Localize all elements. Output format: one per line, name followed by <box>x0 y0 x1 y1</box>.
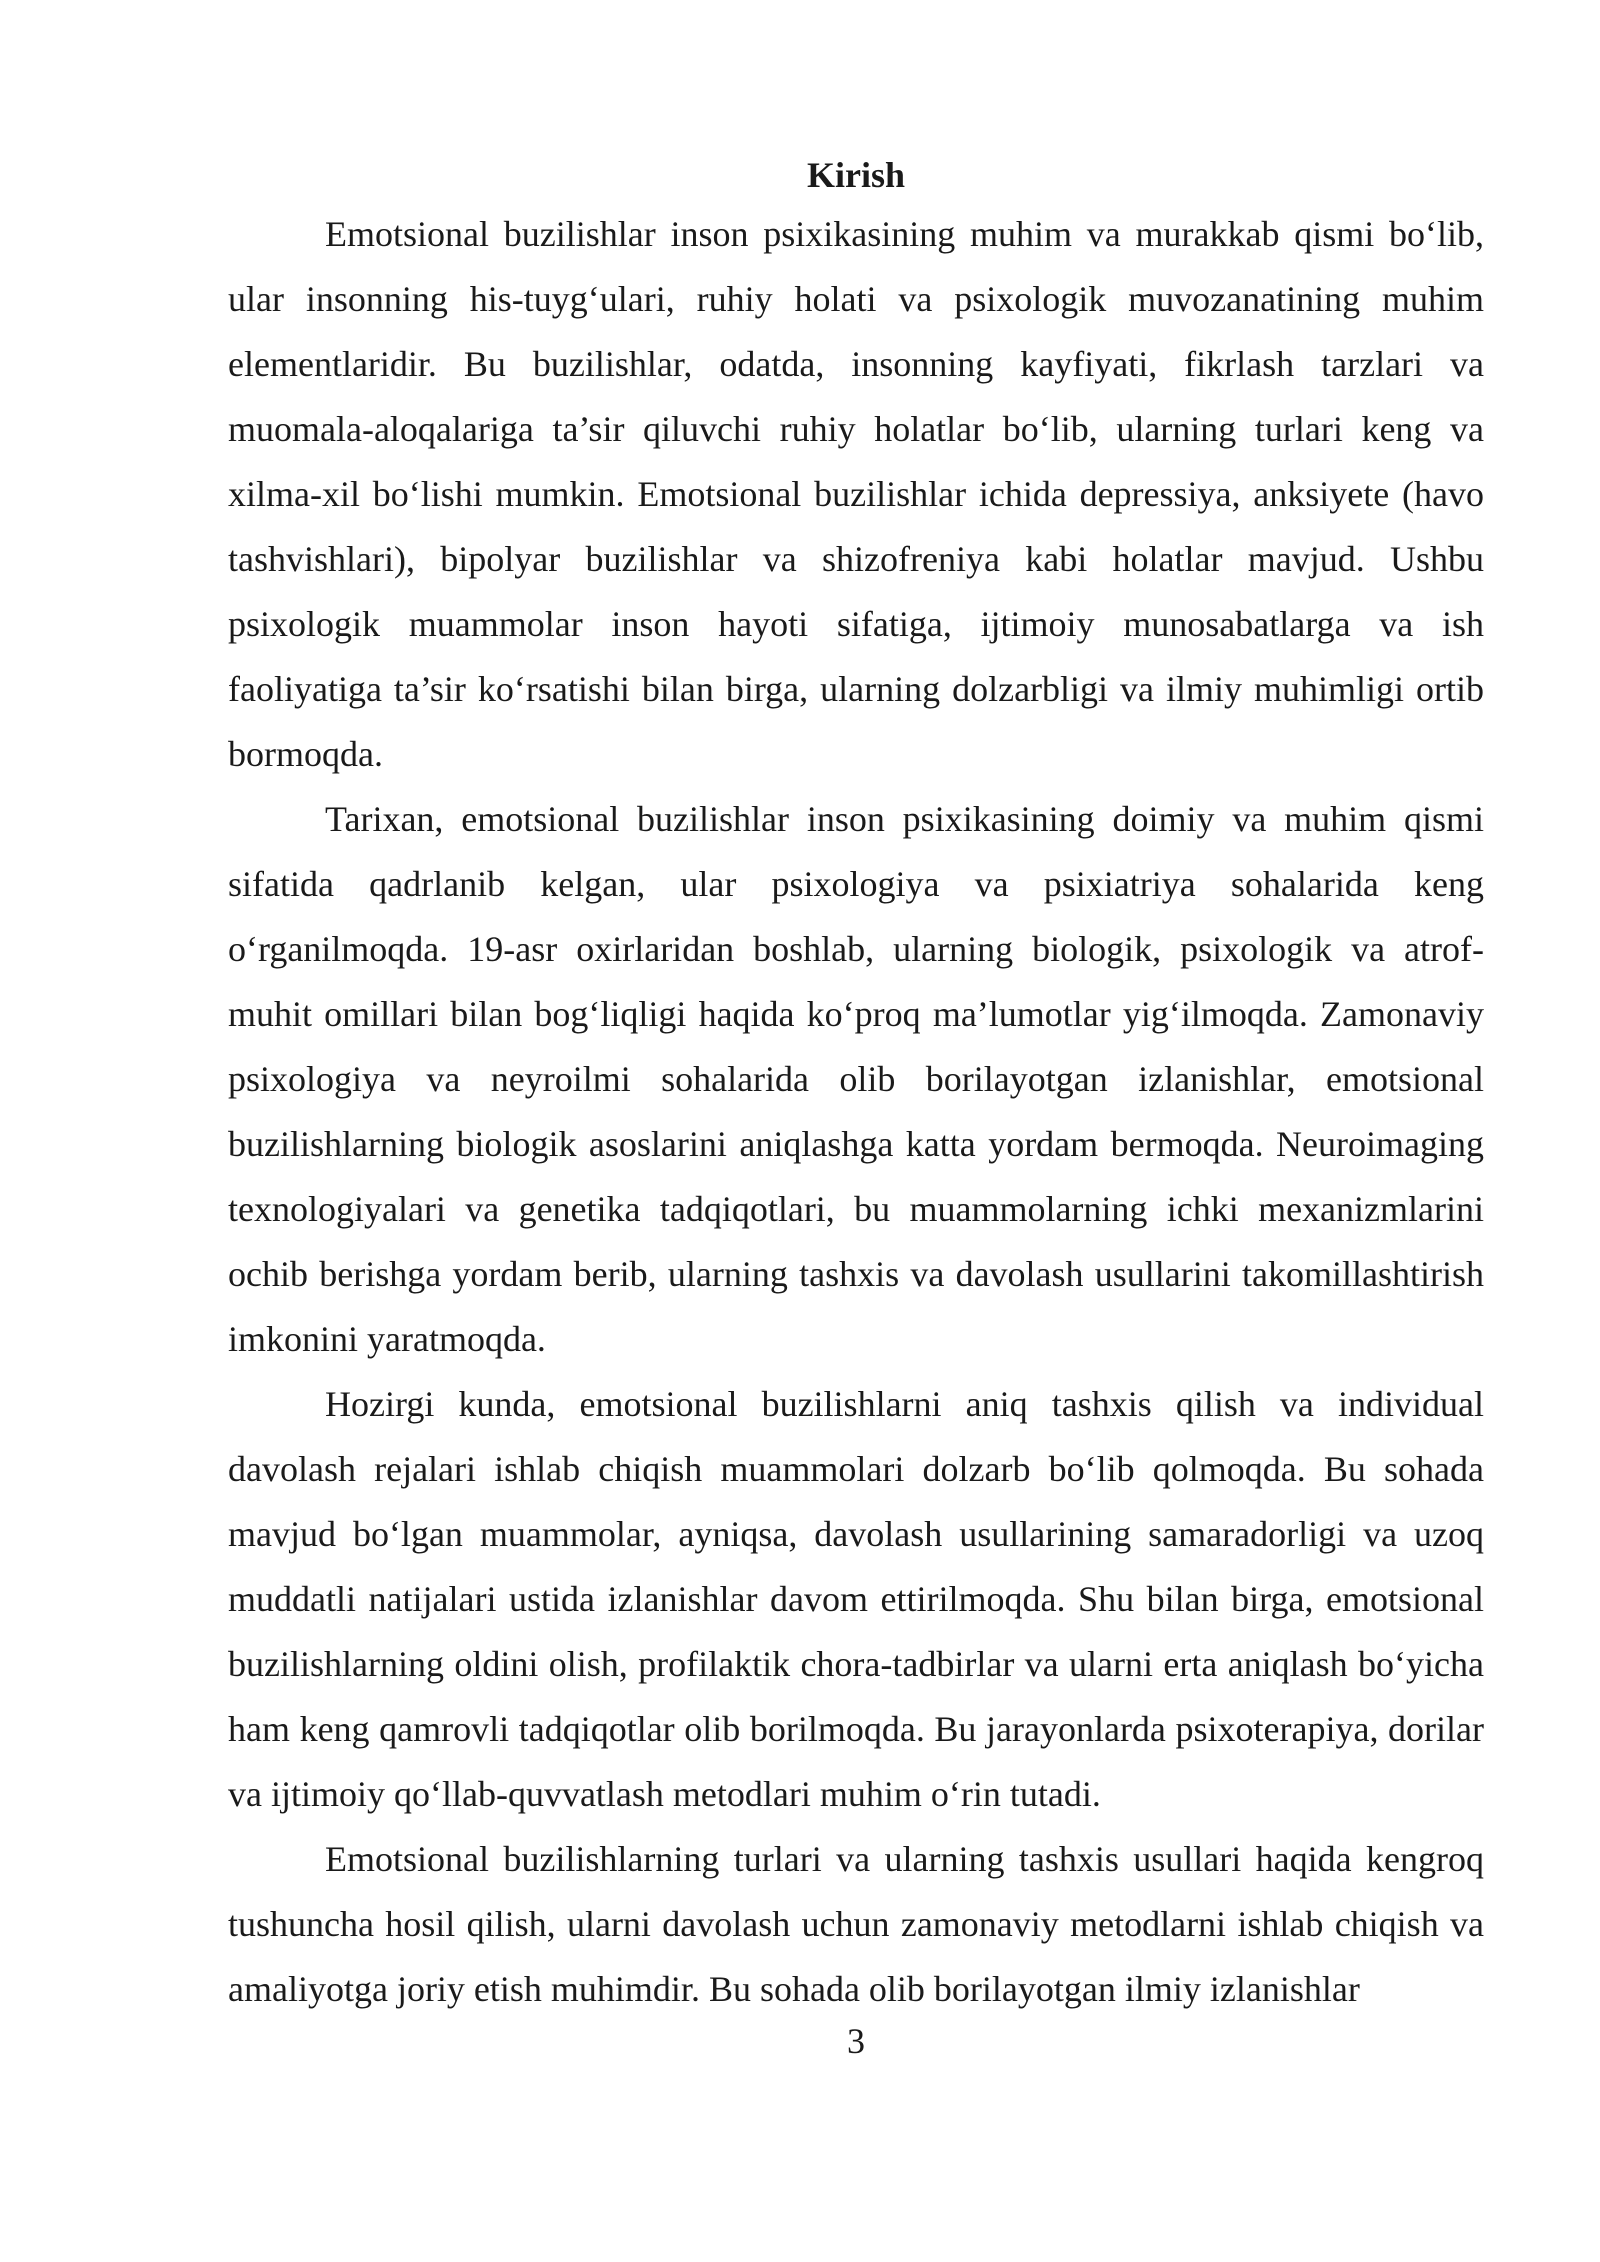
page-content <box>228 148 1484 2022</box>
paragraph-1: Emotsional buzilishlar inson psixikasining muhim va murakkab qismi bo‘lib, ular insonning his-tuyg‘ulari, ruhiy holati va psixologik muvozanatining muhim elementlaridir. Bu buzilishlar, odatda, insonning kayfiyati, fikrlash tarzlari va muomala-aloqalariga ta’sir qiluvchi ruhiy holatlar bo‘lib, ularning turlari keng va xilma-xil bo‘lishi mumkin. Emotsional buzilishlar ichida depressiya, anksiyete (havo tashvishlari), bipolyar buzilishlar va shizofreniya kabi holatlar mavjud. Ushbu psixologik muammolar inson hayoti sifatiga, ijtimoiy munosabatlarga va ish faoliyatiga ta’sir ko‘rsatishi bilan birga, ularning dolzarbligi va ilmiy muhimligi ortib bormoqda. <box>228 214 1484 774</box>
page-number: 3 <box>847 2021 865 2061</box>
section-title: Kirish <box>806 155 905 195</box>
paragraph-4: Emotsional buzilishlarning turlari va ularning tashxis usullari haqida kengroq tushuncha hosil qilish, ularni davolash uchun zamonaviy metodlarni ishlab chiqish va amaliyotga joriy etish muhimdir. Bu sohada olib borilayotgan ilmiy izlanishlar <box>228 1839 1484 2009</box>
paragraph-3: Hozirgi kunda, emotsional buzilishlarni aniq tashxis qilish va individual davolash rejalari ishlab chiqish muammolari dolzarb bo‘lib qolmoqda. Bu sohada mavjud bo‘lgan muammolar, ayniqsa, davolash usullarining samaradorligi va uzoq muddatli natijalari ustida izlanishlar davom ettirilmoqda. Shu bilan birga, emotsional buzilishlarning oldini olish, profilaktik chora-tadbirlar va ularni erta aniqlash bo‘yicha ham keng qamrovli tadqiqotlar olib borilmoqda. Bu jarayonlarda psixoterapiya, dorilar va ijtimoiy qo‘llab-quvvatlash metodlari muhim o‘rin tutadi. <box>228 1384 1484 1814</box>
paragraph-2: Tarixan, emotsional buzilishlar inson psixikasining doimiy va muhim qismi sifatida qadrlanib kelgan, ular psixologiya va psixiatriya sohalarida keng o‘rganilmoqda. 19-asr oxirlaridan boshlab, ularning biologik, psixologik va atrof-muhit omillari bilan bog‘liqligi haqida ko‘proq ma’lumotlar yig‘ilmoqda. Zamonaviy psixologiya va neyroilmi sohalarida olib borilayotgan izlanishlar, emotsional buzilishlarning biologik asoslarini aniqlashga katta yordam bermoqda. Neuroimaging texnologiyalari va genetika tadqiqotlari, bu muammolarning ichki mexanizmlarini ochib berishga yordam berib, ularning tashxis va davolash usullarini takomillashtirish imkonini yaratmoqda. <box>228 799 1484 1359</box>
